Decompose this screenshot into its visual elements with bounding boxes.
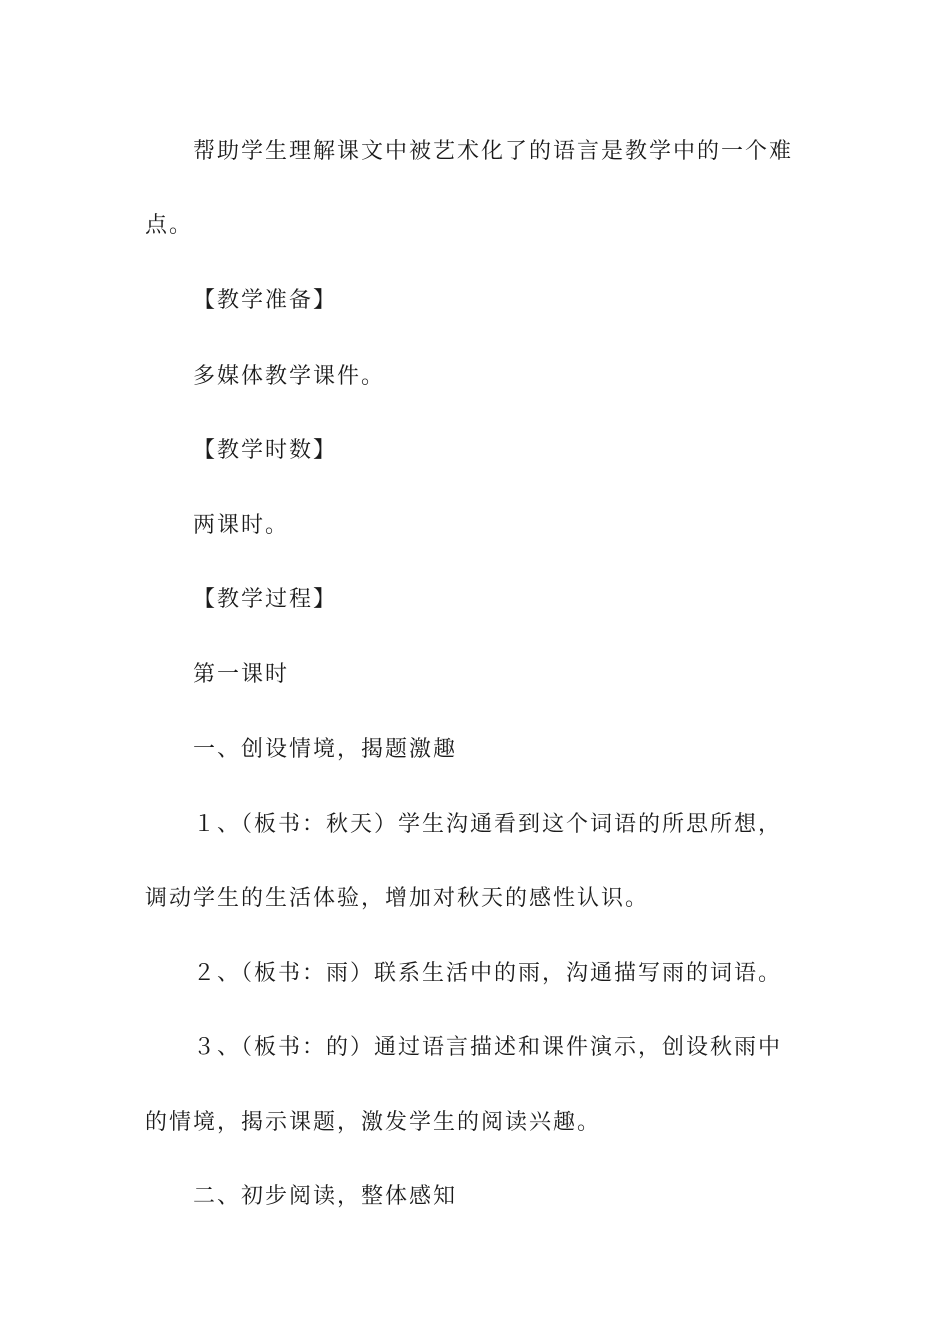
list-item-line: ３、（板书：的）通过语言描述和课件演示，创设秋雨中 (193, 1035, 783, 1060)
section-heading-preparation: 【教学准备】 (193, 288, 338, 313)
list-item-line: 的情境，揭示课题，激发学生的阅读兴趣。 (145, 1110, 602, 1135)
step-heading: 二、初步阅读，整体感知 (193, 1184, 458, 1209)
list-item-line: １、（板书：秋天）学生沟通看到这个词语的所思所想， (193, 812, 783, 837)
list-item-line: ２、（板书：雨）联系生活中的雨，沟通描写雨的词语。 (193, 961, 783, 986)
section-heading-process: 【教学过程】 (193, 587, 338, 612)
list-item-line: 调动学生的生活体验，增加对秋天的感性认识。 (145, 886, 650, 911)
paragraph-line: 两课时。 (193, 513, 290, 538)
paragraph-line: 帮助学生理解课文中被艺术化了的语言是教学中的一个难 (193, 139, 794, 164)
paragraph-line: 多媒体教学课件。 (193, 364, 386, 389)
section-heading-hours: 【教学时数】 (193, 438, 338, 463)
paragraph-line: 点。 (145, 213, 194, 238)
lesson-title: 第一课时 (193, 662, 290, 687)
step-heading: 一、创设情境，揭题激趣 (193, 737, 458, 762)
